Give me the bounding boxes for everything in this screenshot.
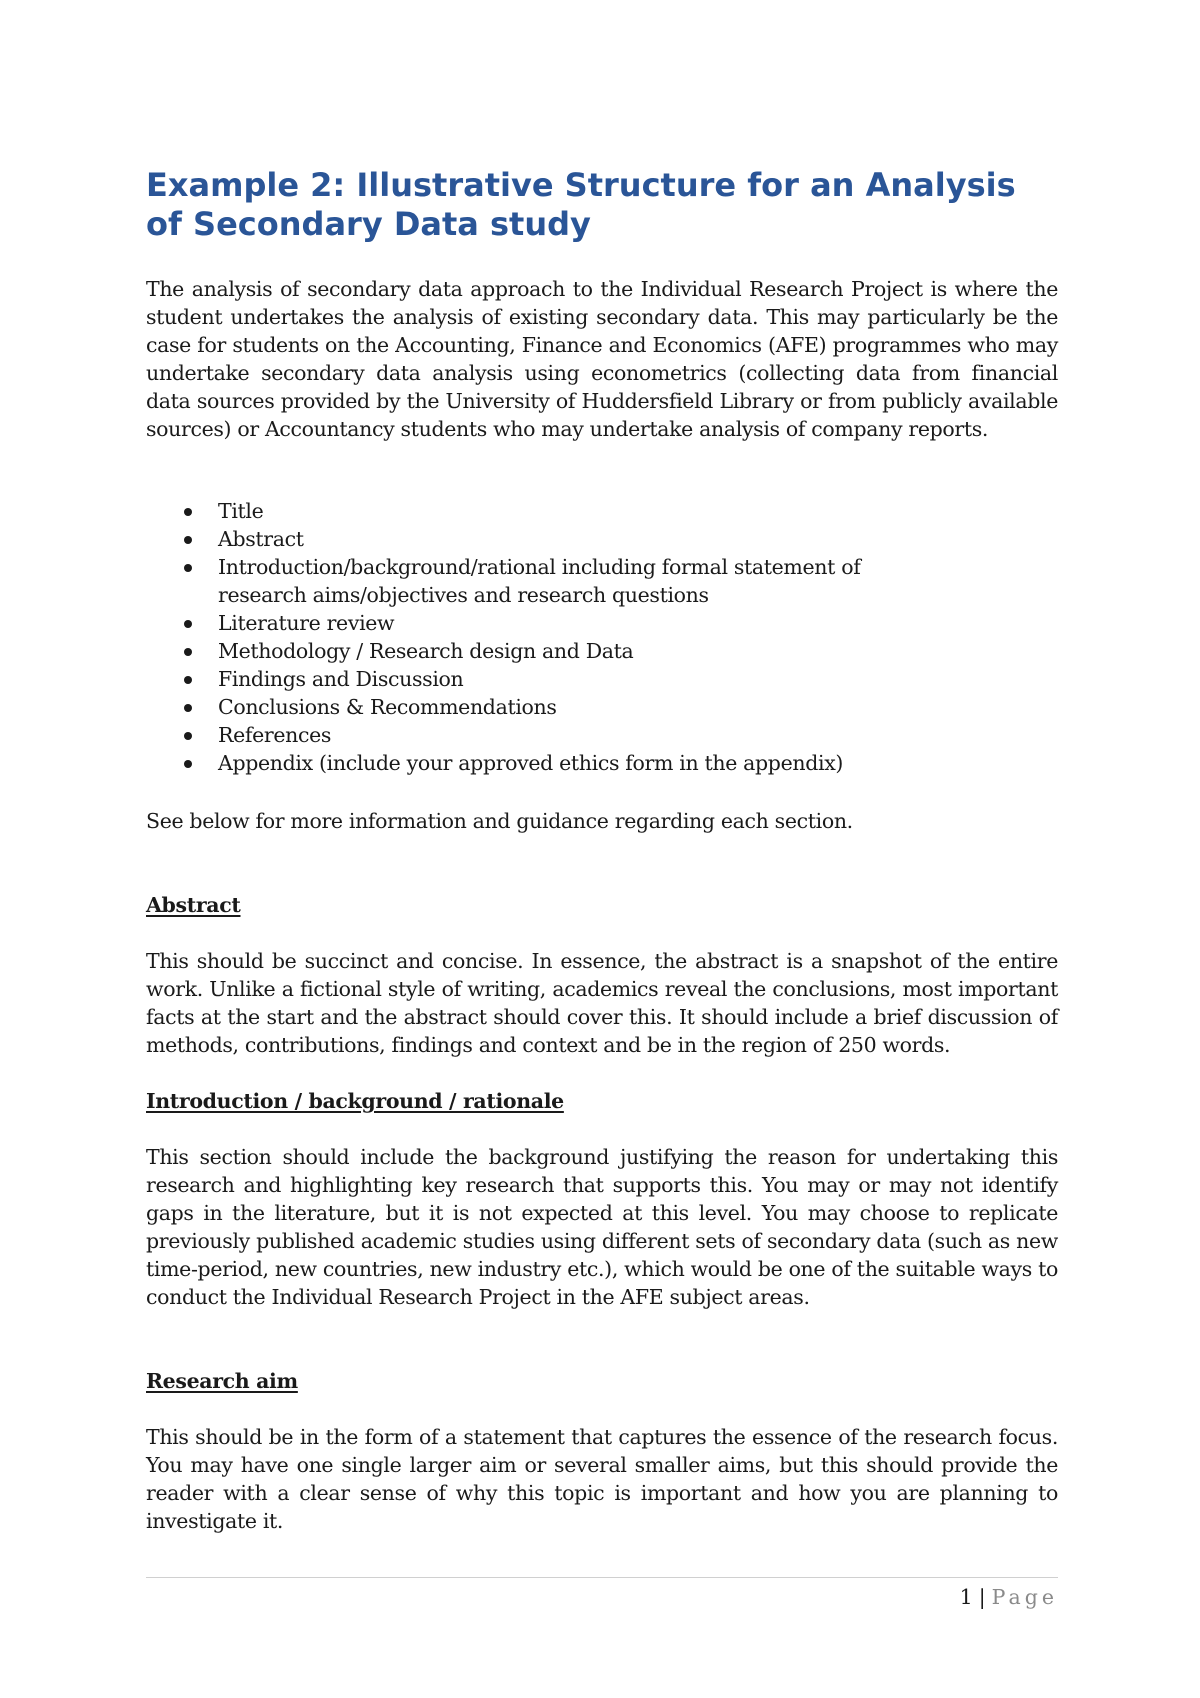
list-item-text: Title [218, 499, 264, 523]
abstract-heading: Abstract [146, 893, 241, 917]
bullet-icon [184, 536, 192, 544]
list-item-text: Literature review [218, 611, 395, 635]
list-item-text: Appendix (include your approved ethics form in the appendix) [218, 751, 844, 775]
bullet-icon [184, 620, 192, 628]
research-aim-paragraph: This should be in the form of a statement that captures the essence of the research focus. You may have one single larger aim or several smaller aims, but this should provide the reader with a clear sense of why this topic is important and how you are planning to investigate it. [146, 1425, 1058, 1533]
list-item-text: Conclusions & Recommendations [218, 695, 557, 719]
list-item [146, 665, 918, 693]
list-item-text: Introduction/background/rational including formal statement of research aims/objectives and research questions [218, 555, 861, 607]
bullet-icon [184, 760, 192, 768]
intro-paragraph: The analysis of secondary data approach to the Individual Research Project is where the student undertakes the analysis of existing secondary data. This may particularly be the case for students on the Accounting, Finance and Economics (AFE) programmes who may undertake secondary data analysis using econometrics (collecting data from financial data sources provided by the University of Huddersfield Library or from publicly available sources) or Accountancy students who may undertake analysis of company reports. [146, 277, 1058, 441]
bullet-icon [184, 564, 192, 572]
list-item-text: Abstract [218, 527, 304, 551]
list-item [146, 637, 918, 665]
list-item-text: References [218, 723, 332, 747]
list-item-text: Methodology / Research design and Data [218, 639, 634, 663]
list-item [146, 525, 918, 553]
structure-list [146, 497, 1058, 777]
bullet-icon [184, 508, 192, 516]
page-label: Page [991, 1585, 1058, 1609]
introduction-heading: Introduction / background / rationale [146, 1089, 564, 1113]
introduction-paragraph: This section should include the background justifying the reason for undertaking this research and highlighting key research that supports this. You may or may not identify gaps in the literature, but it is not expected at this level. You may choose to replicate previously published academic studies using different sets of secondary data (such as new time-period, new countries, new industry etc.), which would be one of the suitable ways to conduct the Individual Research Project in the AFE subject areas. [146, 1145, 1058, 1309]
document-title: Example 2: Illustrative Structure for an Analysis of Secondary Data study [146, 166, 1016, 243]
see-below-text: See below for more information and guidance regarding each section. [146, 809, 853, 833]
bullet-icon [184, 648, 192, 656]
list-item-text: Findings and Discussion [218, 667, 464, 691]
bullet-icon [184, 732, 192, 740]
document-page [146, 0, 1058, 1698]
list-item [146, 721, 918, 749]
list-item [146, 497, 918, 525]
footer-separator: | [978, 1585, 986, 1609]
page-footer [960, 1583, 1058, 1611]
abstract-paragraph: This should be succinct and concise. In essence, the abstract is a snapshot of the entire work. Unlike a fictional style of writing, academics reveal the conclusions, most important facts at the start and the abstract should cover this. It should include a brief discussion of methods, contributions, findings and context and be in the region of 250 words. [146, 949, 1058, 1057]
list-item [146, 609, 918, 637]
bullet-icon [184, 704, 192, 712]
list-item [146, 749, 918, 777]
page-number: 1 [959, 1585, 973, 1609]
research-aim-heading: Research aim [146, 1369, 298, 1393]
list-item [146, 693, 918, 721]
list-item [146, 553, 918, 609]
footer-divider [146, 1577, 1058, 1578]
bullet-icon [184, 676, 192, 684]
